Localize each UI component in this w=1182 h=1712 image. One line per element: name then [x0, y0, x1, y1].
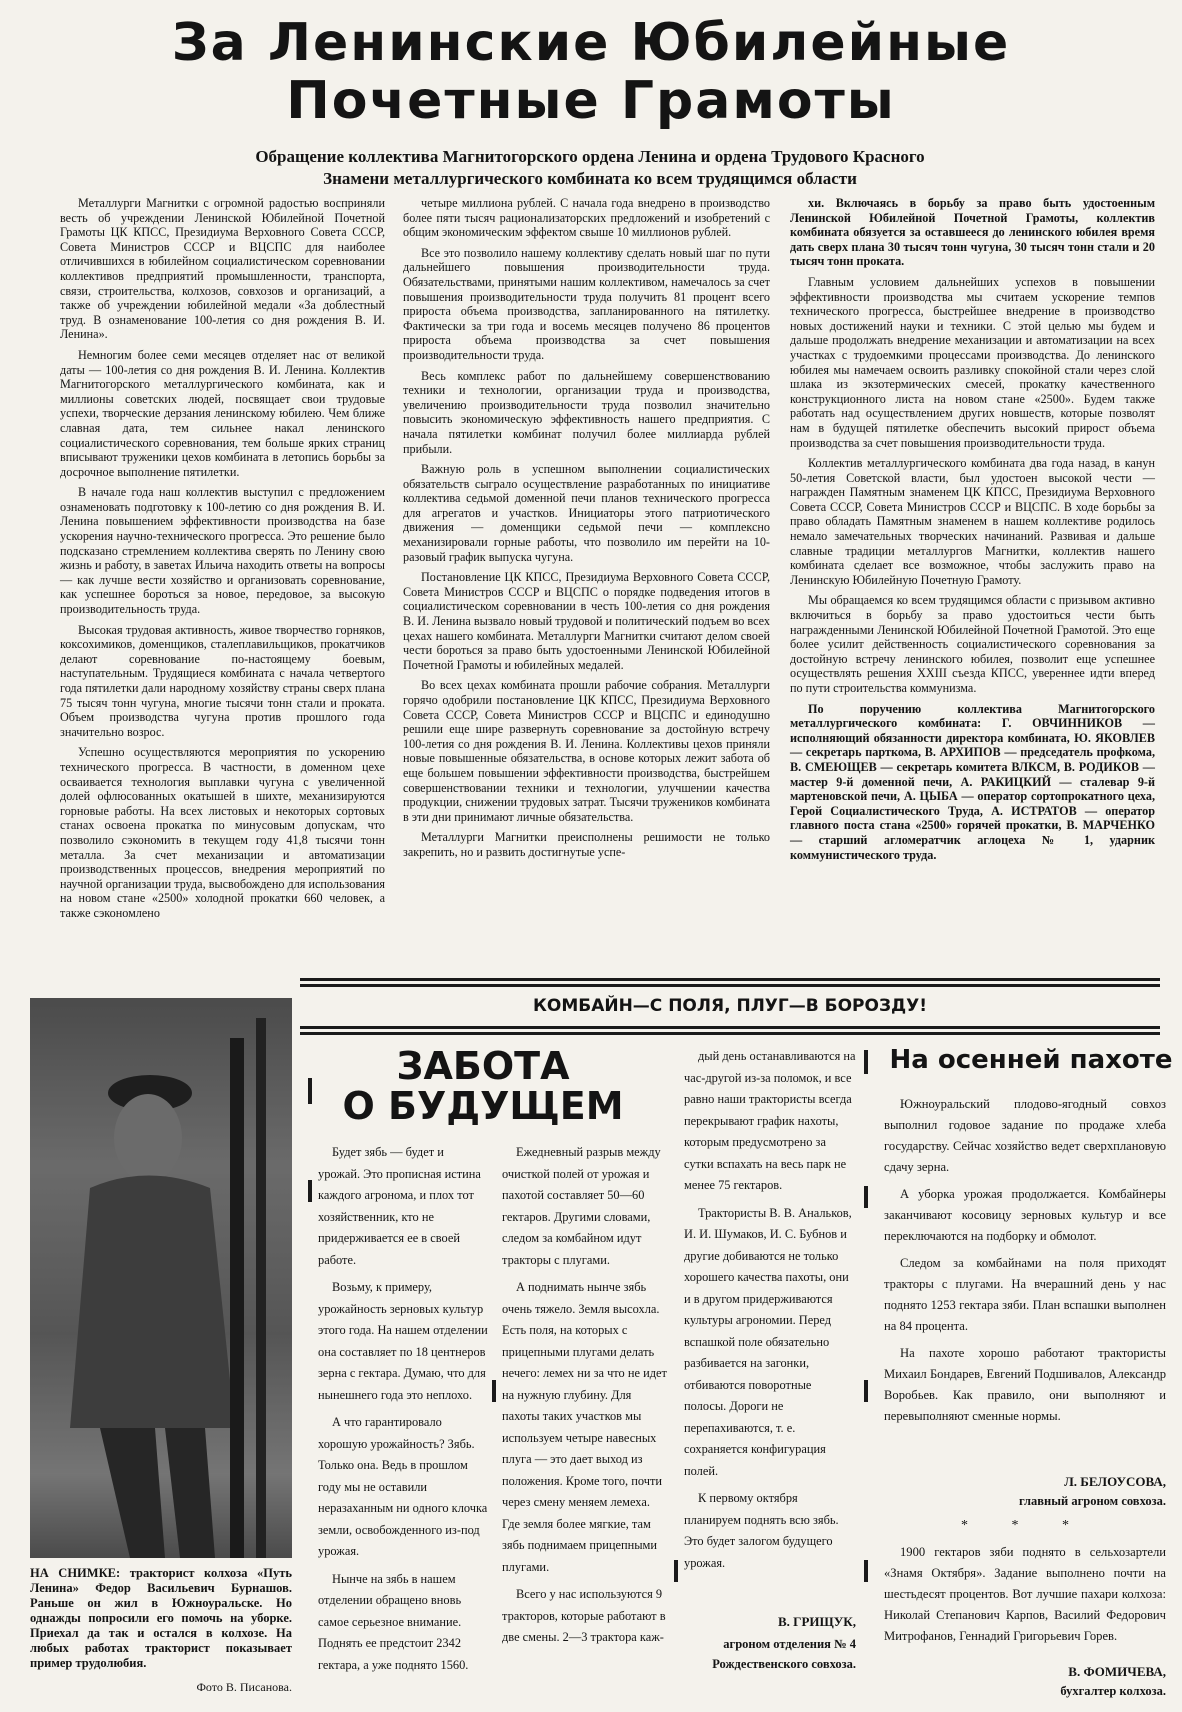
- paragraph: Мы обращаемся ко всем трудящимся области с призывом активно включиться в борьбу за право удостоиться чести быть награжденными Ленинской Юбилейной Почетной Грамотой. Это еще более усилит действенность социалистического соревнования за достойную встречу ленинского юбилея, позволит еще успешнее осуществлять решения XXIII съезда КПСС, увереннее идти вперед по пути строительства коммунизма.: [790, 593, 1155, 695]
- paragraph: Постановление ЦК КПСС, Президиума Верховного Совета СССР, Совета Министров СССР и ВЦСПС о порядке подведения итогов в социалистическом соревновании в честь 100-летия со дня рождения В. И. Ленина вызвало новый трудовой и политический подъем во всех цехах нашего комбината. Металлурги Магнитки считают делом своей чести бороться за право быть удостоенными Ленинской Юбилейной Почетной Грамоты и юбилейных медалей.: [403, 570, 770, 672]
- paragraph: 1900 гектаров зяби поднято в сельхозартели «Знамя Октября». Задание выполнено почти на шестьдесят процентов. Вот лучшие пахари колхоза: Николай Степанович Карпов, Василий Федорович Митрофанов, Геннадий Григорьевич Горев.: [884, 1545, 1166, 1643]
- subtitle-line-2: Знамени металлургического комбината ко всем трудящимся области: [323, 169, 857, 188]
- column-rule: [864, 1186, 868, 1208]
- column-rule: [674, 1560, 678, 1582]
- photo-caption: НА СНИМКЕ: тракторист колхоза «Путь Ленина» Федор Васильевич Бурнашов. Раньше он жил в Южноуральске. Но однажды попросили его помочь на уборке. Приехал да так и остался в колхозе. На любых работах тракторист показывает пример трудолюбия.: [30, 1566, 292, 1670]
- paragraph: Коллектив металлургического комбината два года назад, в канун 50-летия Советской власти, был удостоен высокой чести — награжден Памятным знаменем ЦК КПСС, Президиума Верховного Совета СССР, Совета Министров СССР и ВЦСПС. В ходе борьбы за право обладать Памятным знаменем в нашем коллективе родилось немало замечательных творческих начинаний. Развивая и дальше славные традиции металлургов Магнитки, коллектив нашего комбината сделает все возможное, чтобы заслужить право на Ленинскую Юбилейную Почетную Грамоту.: [790, 456, 1155, 587]
- column-rule: [492, 1380, 496, 1402]
- pakhota-body-2: [884, 1542, 1166, 1658]
- paragraph: Немногим более семи месяцев отделяет нас от великой даты — 100-летия со дня рождения В. И. Ленина. Коллектив Магнитогорского металлургического комбината, как и миллионы советских людей, посвящает свои трудовые успехи, творческие дерзания ленинскому юбилею. Чем ближе славная дата, тем сильнее накал ленинского социалистического соревнования, тем больше ярких страниц вписывают труженики цехов комбината в летопись борьбы за досрочное выполнение пятилетки.: [60, 347, 385, 479]
- person-photo-icon: [30, 998, 292, 1558]
- divider: [300, 1026, 1160, 1029]
- paragraph: Металлурги Магнитки с огромной радостью восприняли весть об учреждении Ленинской Юбилейной Почетной Грамоты ЦК КПСС, Президиума Верховного Совета СССР, Совета Министров СССР и ВЦСПС для наиболее отличившихся в юбилейном социалистическом соревновании коллективов предприятий промышленности, транспорта, связи, строительства, колхозов, совхозов и организаций, а также об учреждении юбилейной медали «За доблестный труд. В ознаменование 100-летия со дня рождения В. И. Ленина».: [60, 196, 385, 342]
- paragraph: Южноуральский плодово-ягодный совхоз выполнил годовое задание по продаже хлеба государству. Сейчас хозяйство ведет сверхплановую сдачу зерна.: [884, 1097, 1166, 1174]
- paragraph: Будет зябь — будет и урожай. Это прописная истина каждого агронома, и плох тот хозяйственник, кто не придерживается ее в своей работе.: [318, 1145, 481, 1267]
- appeal-column-1: [60, 196, 385, 970]
- headline-line-1: За Ленинские Юбилейные: [171, 13, 1011, 73]
- paragraph: Возьму, к примеру, урожайность зерновых культур этого года. На нашем отделении она составляет по 18 центнеров зерна с гектара. Думаю, что для нынешнего года это неплохо.: [318, 1280, 488, 1402]
- pakhota-body: [884, 1094, 1166, 1474]
- pakhota-author-2-role: бухгалтер колхоза.: [1060, 1684, 1166, 1698]
- zabota-title-line-1: ЗАБОТА: [396, 1044, 570, 1088]
- divider: [300, 978, 1160, 981]
- paragraph: Весь комплекс работ по дальнейшему совершенствованию техники и технологии, организации труда и производства, увеличению производительности труда позволил значительно повысить экономическую эффективность нашего предприятия. С начала пятилетки комбинат получил более миллиарда рублей прибыли.: [403, 368, 770, 456]
- headline: [0, 14, 1182, 130]
- appeal-column-2: [403, 196, 770, 970]
- paragraph: А что гарантировало хорошую урожайность? Зябь. Только она. Ведь в прошлом году мы не оставили неразаханным ни одного клочка земли, освобожденного из-под урожая.: [318, 1415, 488, 1558]
- paragraph: Главным условием дальнейших успехов в повышении эффективности производства мы считаем ускорение темпов технического прогресса, быстрейшее внедрение в производство новых достижений науки и техники. С этой целью мы будем и дальше продолжать внедрение механизации и автоматизации на всех участках с трудоемкими процессами производства. До ленинского юбилея мы намечаем освоить разливку спокойной стали через слой шлака из экзотермических смесей, прокатку качественного конструкционного листа на новом стане «2500». Будем также работать над осуществлением других новшеств, которые позволят нам в будущей пятилетке обеспечить высокий прирост объема производства за счет повышения производительности труда.: [790, 274, 1155, 450]
- paragraph: Все это позволило нашему коллективу сделать новый шаг по пути дальнейшего повышения производительности труда. Обязательствами, принятыми нашим коллективом, намечалось за счет повышения производительности труда получить 81 процент всего прироста объема производства, запланированного на пятилетку. Фактически за три года и восемь месяцев получено 86 процентов прироста объема производства за счет повышения производительности труда.: [403, 245, 770, 362]
- section-separator: * * *: [961, 1518, 1089, 1533]
- headline-line-2: Почетные Грамоты: [286, 71, 896, 131]
- signatories: По поручению коллектива Магнитогорского металлургического комбината: Г. ОВЧИННИКОВ — исполняющий обязанности директора комбината, Ю. ЯКОВЛЕВ — секретарь парткома, В. АРХИПОВ — председатель профкома, В. СМЕЮЩЕВ — секретарь комитета ВЛКСМ, В. РОДИКОВ — мастер 9-й доменной печи, А. РАКИЦКИЙ — сталевар 9-й мартеновской печи, А. ЦЫБА — оператор сортопрокатного цеха, Герой Социалистического Труда, А. ИСТРАТОВ — оператор главного поста стана «2500» горячей прокатки, В. МАРЧЕНКО — старший агломератчик аглоцеха № 1, ударник коммунистического труда.: [790, 701, 1155, 862]
- column-rule: [308, 1078, 312, 1104]
- photo-credit: Фото В. Писанова.: [196, 1680, 292, 1694]
- divider: [300, 984, 1160, 987]
- paragraph: Всего у нас используются 9 тракторов, которые работают в две смены. 2—3 трактора каж-: [502, 1587, 666, 1644]
- paragraph: Ежедневный разрыв между очисткой полей от урожая и пахотой составляет 50—60 гектаров. Другими словами, следом за комбайном идут тракторы с плугами.: [502, 1145, 661, 1267]
- paragraph: Следом за комбайнами на поля приходят тракторы с плугами. На вчерашний день у нас поднято 1253 гектара зяби. План вспашки выполнен на 84 процента.: [884, 1256, 1166, 1333]
- paragraph: четыре миллиона рублей. С начала года внедрено в производство более пяти тысяч рационализаторских предложений и изобретений с общим экономическим эффектом свыше 10 миллионов рублей.: [403, 196, 770, 240]
- section-banner: КОМБАЙН—С ПОЛЯ, ПЛУГ—В БОРОЗДУ!: [532, 996, 928, 1016]
- paragraph: А поднимать нынче зябь очень тяжело. Земля высохла. Есть поля, на которых с прицепными плугами делать нечего: лемех ни за что не идет на нужную глубину. Для пахоты таких участков мы используем четыре навесных плуга — это дает выход из положения. Кроме того, почти через смену меняем лемеха. Где земля более мягкие, там зябь поднимаем прицепными плугами.: [502, 1280, 667, 1574]
- paragraph: В начале года наш коллектив выступил с предложением ознаменовать подготовку к 100-летию со дня рождения В. И. Ленина повышением эффективности производства на базе ускорения научно-технического прогресса. Это решение было подсказано стремлением коллектива сверять по Ленину свою жизнь и работу, в заветах Ильича находить ответы на вопросы — как лучше вести хозяйство и организовать соревнование, как успешнее бороться за новое, передовое, за высокую производительность труда.: [60, 485, 385, 617]
- paragraph: Трактористы В. В. Анальков, И. И. Шумаков, И. С. Бубнов и другие добиваются не только хорошего качества пахоты, они и в другом придерживаются культуры агрономии. Перед вспашкой поле обязательно разбивается на загонки, отбиваются поворотные полосы. Дороги не перепахиваются, т. е. сохраняется конфигурация полей.: [684, 1205, 852, 1478]
- zabota-title: [318, 1046, 648, 1126]
- zabota-author: В. ГРИЩУК,: [778, 1614, 856, 1629]
- paragraph: Нынче на зябь в нашем отделении обращено вновь самое серьезное внимание. Поднять ее предстоит 2342 гектара, а уже поднято 1560.: [318, 1571, 469, 1672]
- subtitle-line-1: Обращение коллектива Магнитогорского ордена Ленина и ордена Трудового Красного: [255, 147, 925, 166]
- divider: [300, 1032, 1160, 1035]
- pakhota-author-1: Л. БЕЛОУСОВА,: [1064, 1474, 1166, 1489]
- subtitle: [150, 146, 1030, 190]
- column-rule: [308, 1180, 312, 1202]
- zabota-title-line-2: О БУДУЩЕМ: [342, 1084, 624, 1128]
- paragraph: А уборка урожая продолжается. Комбайнеры заканчивают косовицу зерновых культур и все переключаются на подборку и обмолот.: [884, 1187, 1166, 1243]
- pakhota-title: На осенней пахоте: [889, 1045, 1173, 1075]
- paragraph: Высокая трудовая активность, живое творчество горняков, коксохимиков, доменщиков, сталеплавильщиков, прокатчиков делают соревнование по-настоящему боевым, наступательным. Трудящиеся комбината с начала четвертого года пятилетки дали народному хозяйству страны сверх плана 75 тысяч тонн чугуна, многие тысячи тонн стали и проката. Объем производства чугуна против прошлого года значительно возрос.: [60, 622, 385, 739]
- appeal-column-3: [790, 196, 1155, 970]
- paragraph: дый день останавливаются на час-другой из-за поломок, и все равно наши трактористы всегда перекрывают график нахоты, которым предусмотрено за сутки вспахать на весь парк не менее 75 гектаров.: [684, 1049, 856, 1192]
- column-rule: [864, 1560, 868, 1582]
- zabota-column-2: [502, 1142, 670, 1702]
- zabota-column-3: [684, 1046, 856, 1570]
- pakhota-author-2: В. ФОМИЧЕВА,: [1068, 1664, 1166, 1679]
- paragraph: Важную роль в успешном выполнении социалистических обязательств сыграло осуществление разработанных по инициативе коллектива седьмой доменной печи планов технического прогресса для агрегатов и участков. Инициаторы этого патриотического движения — доменщики седьмой печи — комплексно механизировали горные работы, что позволило им перейти на 10-разовый график выпуска чугуна.: [403, 462, 770, 564]
- paragraph: хи. Включаясь в борьбу за право быть удостоенным Ленинской Юбилейной Почетной Грамоты, коллектив комбината обязуется за оставшееся до ленинского юбилея время дать сверх плана 30 тысяч тонн чугуна, 30 тысяч тонн стали и 20 тысяч тонн проката.: [790, 196, 1155, 269]
- paragraph: К первому октября планируем поднять всю зябь. Это будет залогом будущего урожая.: [684, 1491, 839, 1570]
- zabota-author-role: агроном отделения № 4 Рождественского совхоза.: [712, 1637, 856, 1671]
- tractor-driver-photo: [30, 998, 292, 1558]
- paragraph: Во всех цехах комбината прошли рабочие собрания. Металлурги горячо одобрили постановление ЦК КПСС, Президиума Верховного Совета СССР, Совета Министров СССР и ВЦСПС и единодушно решили еще шире развернуть соревнование за достойную встречу 100-летия со дня рождения В. И. Ленина. Коллективы цехов приняли новые повышенные обязательства, в основе которых лежит забота об еще большем повышении эффективности производства, быстрейшем совершенствовании техники и технологии, улучшении качества продукции, снижении трудовых затрат. Тысячи тружеников комбината в эти дни принимают личные обязательства.: [403, 678, 770, 824]
- paragraph: Металлурги Магнитки преисполнены решимости не только закрепить, но и развить достигнутые успе-: [403, 830, 770, 859]
- zabota-column-1: [318, 1142, 488, 1702]
- paragraph: Успешно осуществляются мероприятия по ускорению технического прогресса. В частности, в доменном цехе осваивается технология выплавки чугуна с увеличенной долей офлюсованных окатышей в шихте, механизируются горновые работы. На всех листовых и некоторых сортовых станах освоена прокатка по минусовым допускам, что позволило сэкономить в текущем году 41,8 тысячи тонн металла. За счет механизации и автоматизации производственных процессов, внедрения мероприятий по научной организации труда, высвобождено для использования на новом стане «2500» холодной прокатки 660 человек, а также сэкономлено: [60, 745, 385, 920]
- column-rule: [864, 1380, 868, 1402]
- paragraph: На пахоте хорошо работают трактористы Михаил Бондарев, Евгений Подшивалов, Александр Воробьев. Как правило, они выполняют и перевыполняют сменные нормы.: [884, 1346, 1166, 1423]
- column-rule: [864, 1050, 868, 1074]
- pakhota-author-1-role: главный агроном совхоза.: [1019, 1494, 1166, 1508]
